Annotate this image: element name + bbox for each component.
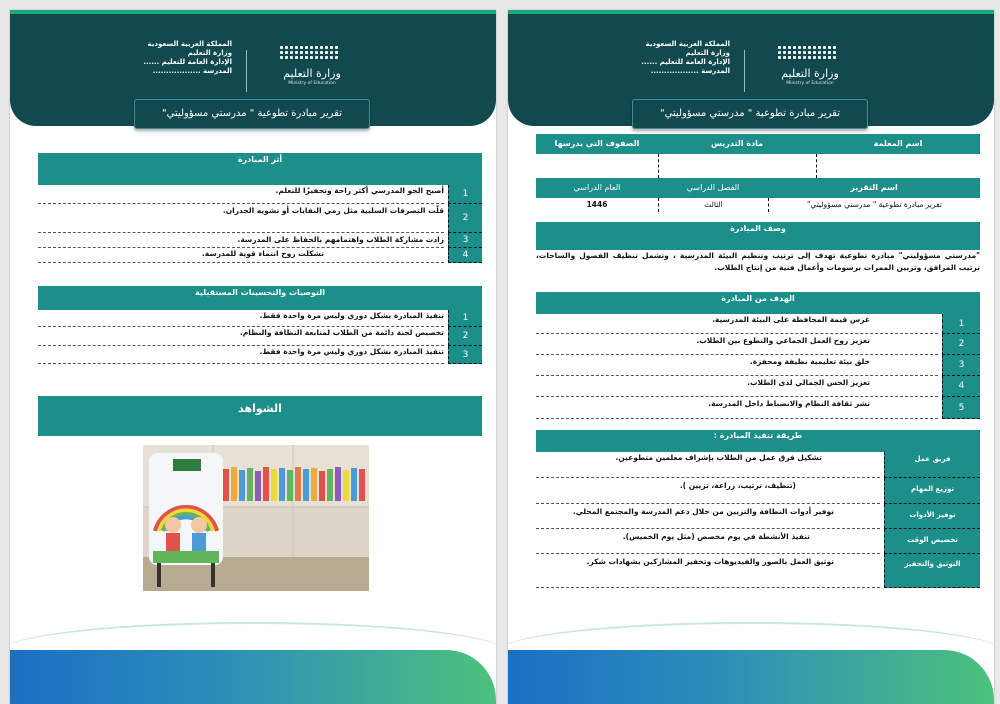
- impact-item: قلّت التصرفات السلبية مثل رمي النفايات أو تشويه الجدران.: [38, 204, 444, 233]
- logo-dots-icon: [778, 46, 836, 59]
- header-kingdom: المملكة العربية السعودية: [147, 40, 232, 48]
- page-footer: [508, 650, 994, 704]
- method-item: تشكيل فرق عمل من الطلاب بإشراف معلمين متطوعين.: [536, 452, 880, 478]
- goals-heading: الهدف من المبادرة: [536, 292, 980, 314]
- impact-item: زادت مشاركة الطلاب واهتمامهم بالحفاظ على المدرسة.: [38, 233, 444, 248]
- logo-english-text: Ministry of Education: [288, 81, 336, 86]
- description-text: "مدرستي مسؤوليتي" مبادرة تطوعية تهدف إلى ترتيب وتنظيم البيئة المدرسية ، وتشمل تنظيف الفصول والساحات، ترتيب المرافق، وتزيين الممرات برسومات وأعمال فنية من إنتاج الطلاب.: [536, 251, 980, 272]
- header-divider: [744, 50, 745, 92]
- logo-dots-icon: [280, 46, 338, 59]
- method-item: تنفيذ الأنشطة في يوم مخصص (مثل يوم الخميس).: [536, 529, 880, 554]
- info-value-report-name: تقرير مبادرة تطوعية " مدرستي مسؤوليتي": [768, 198, 980, 212]
- info-header-subject: مادة التدريس: [658, 134, 816, 154]
- goal-item: نشر ثقافة النظام والانضباط داخل المدرسة.: [536, 397, 938, 419]
- method-item: (تنظيف، ترتيب، زراعة، تزيين ).: [536, 478, 880, 504]
- evidence-photo: [143, 445, 369, 591]
- logo-english-text: Ministry of Education: [786, 81, 834, 86]
- header-administration: الإدارة العامة للتعليم ......: [143, 58, 232, 66]
- recommendation-num: 2: [448, 327, 482, 346]
- goal-num: 3: [942, 355, 980, 376]
- impact-num: 1: [448, 185, 482, 204]
- goal-num: 4: [942, 376, 980, 397]
- header-kingdom: المملكة العربية السعودية: [645, 40, 730, 48]
- impact-item: أصبح الجو المدرسي أكثر راحة وتحفيزًا للتعلم.: [38, 185, 444, 204]
- ministry-logo: [272, 46, 352, 98]
- goal-num: 2: [942, 334, 980, 355]
- info-header-year: العام الدراسي: [536, 178, 658, 198]
- logo-arabic-text: وزارة التعليم: [283, 67, 341, 80]
- evidence-heading: الشواهد: [38, 396, 482, 436]
- header-school: المدرسة ..................: [650, 67, 730, 75]
- header-administration: الإدارة العامة للتعليم ......: [641, 58, 730, 66]
- logo-arabic-text: وزارة التعليم: [781, 67, 839, 80]
- recommendation-num: 1: [448, 310, 482, 327]
- info-header-teacher: اسم المعلمة: [816, 134, 980, 154]
- method-label: فريق عمل: [884, 452, 980, 478]
- goal-num: 5: [942, 397, 980, 419]
- header-ministry: وزارة التعليم: [685, 49, 730, 57]
- goal-item: غرس قيمة المحافظة على البيئة المدرسية.: [536, 314, 938, 334]
- impact-num: 2: [448, 204, 482, 233]
- method-label: التوثيق والتحفيز: [884, 554, 980, 588]
- header-school: المدرسة ..................: [152, 67, 232, 75]
- ministry-logo: [770, 46, 850, 98]
- report-page-2: [10, 10, 496, 704]
- impact-num: 3: [448, 233, 482, 248]
- report-title: تقرير مبادرة تطوعية " مدرستي مسؤوليتي": [134, 99, 370, 129]
- info-value-semester: الثالث: [658, 198, 768, 212]
- info-header-report-name: اسم التقرير: [768, 178, 980, 198]
- page-footer: [10, 650, 496, 704]
- method-heading: طريقة تنفيذ المبادرة :: [536, 430, 980, 452]
- info-value-teacher: [816, 154, 980, 178]
- report-title: تقرير مبادرة تطوعية " مدرستي مسؤوليتي": [632, 99, 868, 129]
- method-item: توفير أدوات النظافة والتزيين من خلال دعم المدرسة والمجتمع المحلي.: [536, 504, 880, 529]
- method-item: توثيق العمل بالصور والفيديوهات وتحفيز المشاركين بشهادات شكر.: [536, 554, 880, 588]
- recommendation-num: 3: [448, 346, 482, 364]
- recommendation-item: تخصيص لجنة دائمة من الطلاب لمتابعة النظافة والنظام.: [38, 327, 444, 346]
- recommendation-item: تنفيذ المبادرة بشكل دوري وليس مرة واحدة فقط.: [38, 346, 444, 364]
- info-value-subject: [658, 154, 816, 178]
- header-text-block: [126, 40, 232, 76]
- header-ministry: وزارة التعليم: [187, 49, 232, 57]
- impact-heading: أثر المبادرة: [38, 153, 482, 185]
- goal-item: تعزيز الحس الجمالي لدى الطلاب.: [536, 376, 938, 397]
- recommendation-item: تنفيذ المبادرة بشكل دوري وليس مرة واحدة فقط.: [38, 310, 444, 327]
- info-value-grades: [536, 154, 658, 178]
- recommendations-heading: التوصيات والتحسينات المستقبلية: [38, 286, 482, 310]
- goal-num: 1: [942, 314, 980, 334]
- header-text-block: [624, 40, 730, 76]
- report-page-1: [508, 10, 994, 704]
- info-header-grades: الصفوف التي يدرسها: [536, 134, 658, 154]
- method-label: توفير الأدوات: [884, 504, 980, 529]
- goal-item: خلق بيئة تعليمية نظيفة ومحفزة.: [536, 355, 938, 376]
- impact-num: 4: [448, 248, 482, 263]
- evidence-photo-drawing: [143, 445, 369, 591]
- header-divider: [246, 50, 247, 92]
- goal-item: تعزيز روح العمل الجماعي والتطوع بين الطلاب.: [536, 334, 938, 355]
- method-label: توزيع المهام: [884, 478, 980, 504]
- info-value-year: 1446: [586, 200, 608, 209]
- impact-item: تشكلت روح انتماء قوية للمدرسة.: [38, 248, 444, 263]
- info-header-semester: الفصل الدراسي: [658, 178, 768, 198]
- method-label: تخصيص الوقت: [884, 529, 980, 554]
- description-heading: وصف المبادرة: [536, 222, 980, 250]
